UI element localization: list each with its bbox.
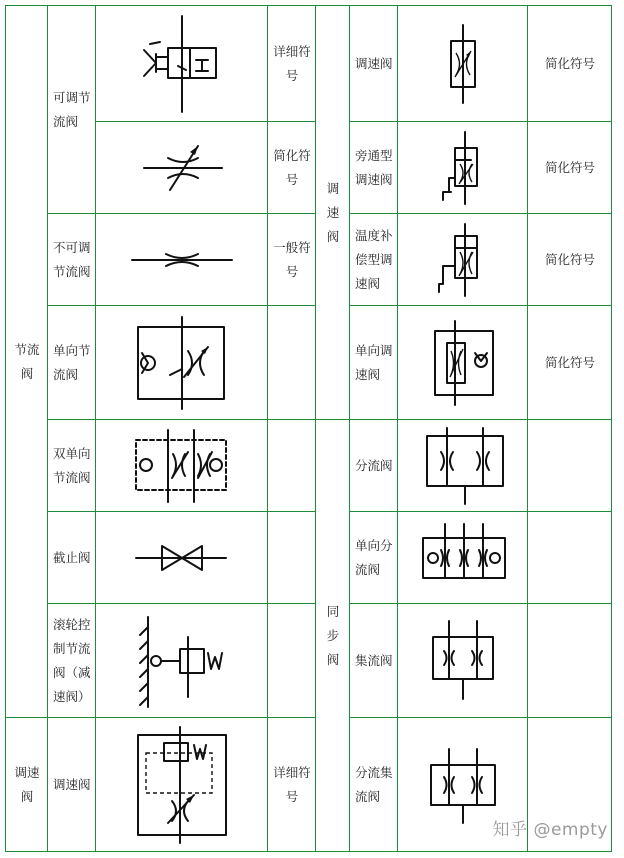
symbol-note bbox=[528, 512, 612, 604]
symbol-note: 详细符号 bbox=[268, 6, 316, 122]
speed-control-valve-detailed-symbol bbox=[122, 725, 242, 845]
valve-name: 截止阀 bbox=[48, 512, 96, 604]
adjustable-throttle-detailed-symbol bbox=[122, 10, 242, 118]
valve-name: 不可调节流阀 bbox=[48, 214, 96, 306]
symbol-note: 简化符号 bbox=[528, 214, 612, 306]
category-throttle-valve: 节流阀 bbox=[6, 6, 48, 718]
watermark: 知乎 @empty bbox=[492, 820, 608, 840]
symbol-cell bbox=[96, 214, 268, 306]
symbol-note: 简化符号 bbox=[268, 122, 316, 214]
symbol-note bbox=[268, 420, 316, 512]
flow-combiner-valve-symbol bbox=[413, 611, 513, 711]
hydraulic-symbol-table bbox=[5, 5, 612, 852]
symbol-cell bbox=[96, 420, 268, 512]
valve-name: 单向节流阀 bbox=[48, 306, 96, 420]
symbol-cell bbox=[96, 604, 268, 718]
speed-control-valve-symbol bbox=[413, 19, 513, 109]
temperature-compensated-speed-valve-symbol bbox=[413, 218, 513, 302]
check-flow-divider-valve-symbol bbox=[413, 516, 513, 600]
valve-name: 集流阀 bbox=[350, 604, 398, 718]
valve-name: 双单向节流阀 bbox=[48, 420, 96, 512]
symbol-cell bbox=[96, 6, 268, 122]
category-sync-valve: 同步阀 bbox=[316, 420, 350, 852]
valve-name: 调速阀 bbox=[48, 718, 96, 852]
symbol-note bbox=[268, 512, 316, 604]
fixed-throttle-symbol bbox=[122, 230, 242, 290]
valve-name: 温度补偿型调速阀 bbox=[350, 214, 398, 306]
symbol-cell bbox=[96, 718, 268, 852]
roller-controlled-throttle-symbol bbox=[122, 607, 242, 715]
adjustable-throttle-simplified-symbol bbox=[122, 128, 242, 208]
symbol-cell bbox=[96, 512, 268, 604]
symbol-note: 一般符号 bbox=[268, 214, 316, 306]
category-speed-valve: 调速阀 bbox=[316, 6, 350, 420]
symbol-note bbox=[528, 420, 612, 512]
symbol-cell bbox=[398, 214, 528, 306]
category-speed-valve: 调速阀 bbox=[6, 718, 48, 852]
symbol-cell bbox=[398, 6, 528, 122]
valve-name: 分流阀 bbox=[350, 420, 398, 512]
valve-name: 分流集流阀 bbox=[350, 718, 398, 852]
symbol-cell bbox=[398, 420, 528, 512]
symbol-cell bbox=[96, 306, 268, 420]
valve-name: 单向分流阀 bbox=[350, 512, 398, 604]
symbol-note: 简化符号 bbox=[528, 122, 612, 214]
valve-name: 调速阀 bbox=[350, 6, 398, 122]
symbol-cell bbox=[398, 512, 528, 604]
symbol-note bbox=[528, 604, 612, 718]
symbol-cell bbox=[398, 306, 528, 420]
check-speed-valve-symbol bbox=[413, 313, 513, 413]
check-throttle-valve-symbol bbox=[122, 313, 242, 413]
symbol-note: 简化符号 bbox=[528, 6, 612, 122]
flow-divider-valve-symbol bbox=[413, 424, 513, 508]
symbol-note: 详细符号 bbox=[268, 718, 316, 852]
symbol-note bbox=[268, 306, 316, 420]
double-check-throttle-valve-symbol bbox=[122, 426, 242, 506]
symbol-cell bbox=[398, 604, 528, 718]
stop-valve-symbol bbox=[122, 528, 242, 588]
symbol-note: 简化符号 bbox=[528, 306, 612, 420]
symbol-cell bbox=[96, 122, 268, 214]
bypass-speed-valve-symbol bbox=[413, 126, 513, 210]
valve-name: 单向调速阀 bbox=[350, 306, 398, 420]
valve-name: 可调节流阀 bbox=[48, 6, 96, 214]
valve-name: 滚轮控制节流阀（减速阀） bbox=[48, 604, 96, 718]
valve-name: 旁通型调速阀 bbox=[350, 122, 398, 214]
symbol-note bbox=[268, 604, 316, 718]
symbol-cell bbox=[398, 122, 528, 214]
